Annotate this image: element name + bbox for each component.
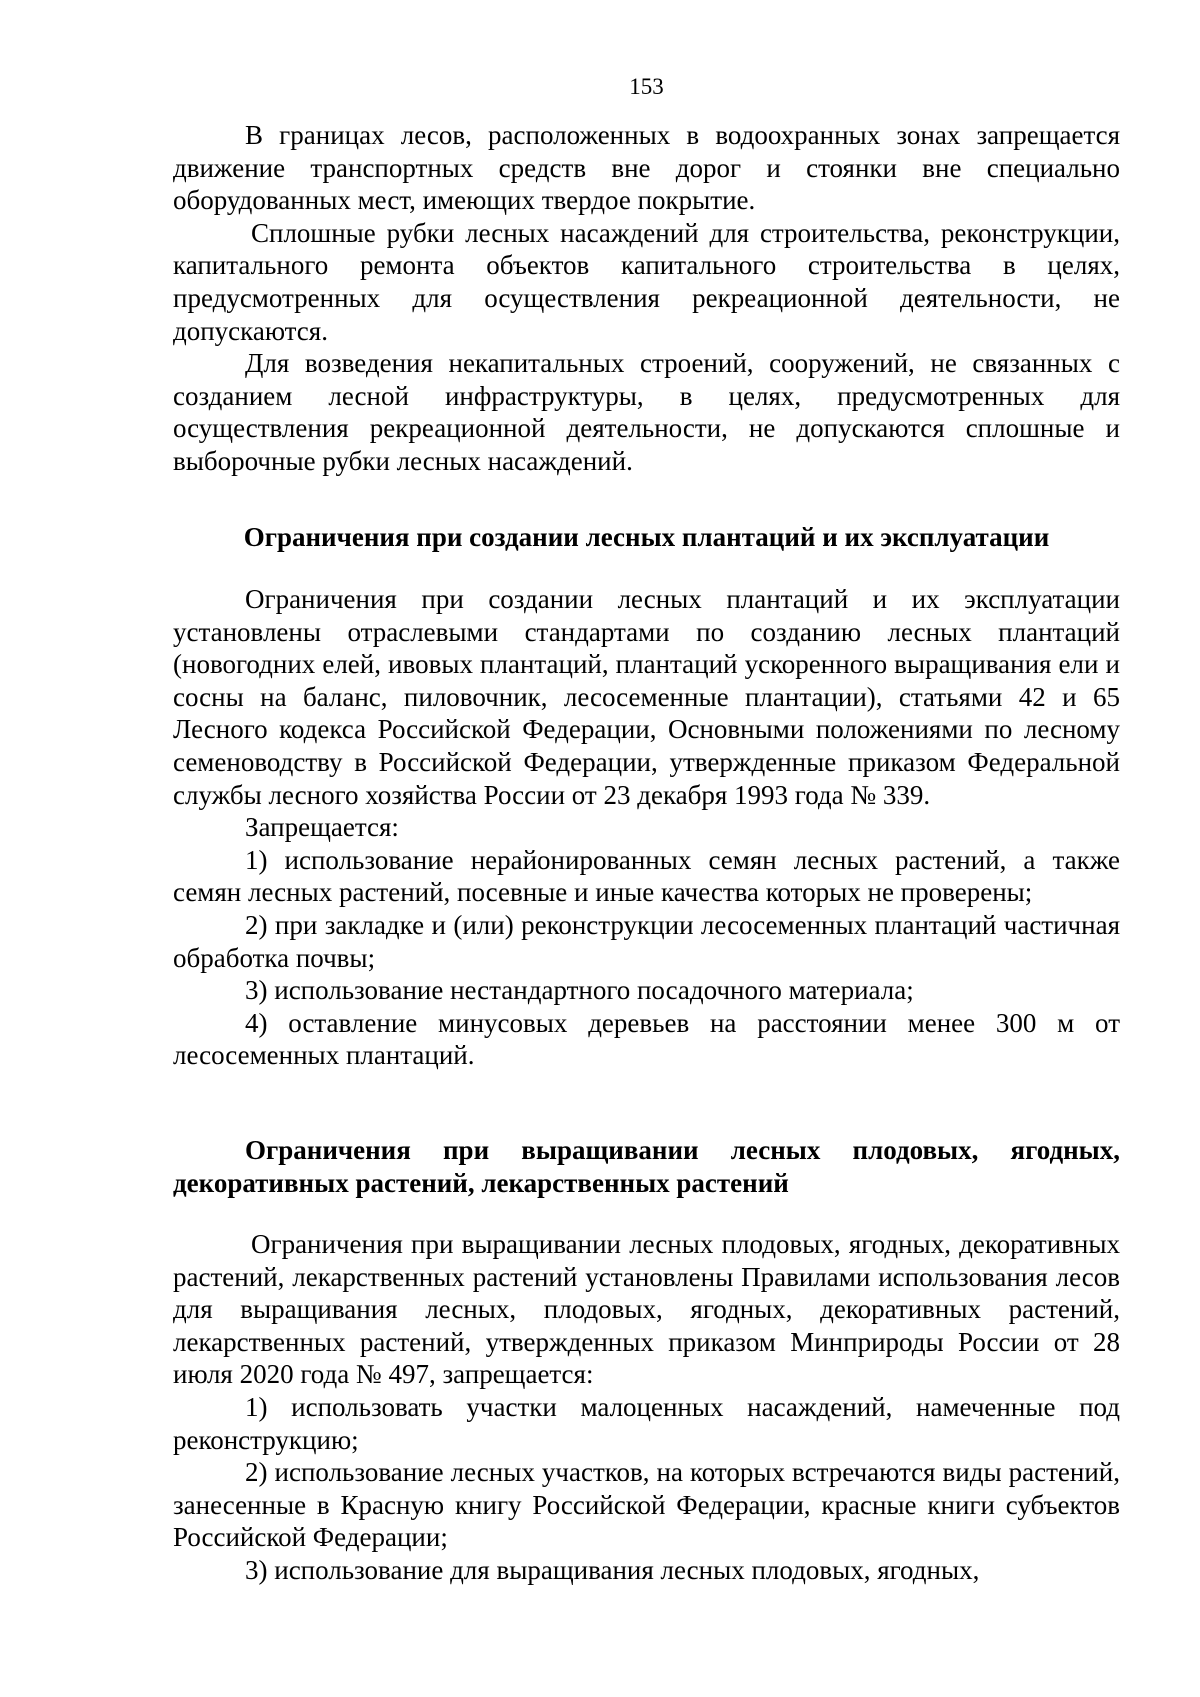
section-plantations-heading-block (173, 521, 1120, 554)
section-heading: Ограничения при выращивании лесных плодовых, ягодных, декоративных растений, лекарственных растений (173, 1135, 1120, 1198)
paragraph: Ограничения при создании лесных плантаций и их эксплуатации установлены отраслевыми стандартами по созданию лесных плантаций (новогодних елей, ивовых плантаций, плантаций ускоренного выращивания ели и сосны на баланс, пиловочник, лесосеменные плантации), статьями 42 и 65 Лесного кодекса Российской Федерации, Основными положениями по лесному семеноводству в Российской Федерации, утвержденные приказом Федеральной службы лесного хозяйства России от 23 декабря 1993 года № 339. (173, 584, 1120, 810)
prohibited-label: Запрещается: (245, 812, 399, 843)
list-item: 3) использование для выращивания лесных плодовых, ягодных, (245, 1554, 980, 1585)
section-plants (173, 1228, 1120, 1587)
paragraph: Ограничения при выращивании лесных плодовых, ягодных, декоративных растений, лекарственных растений установлены Правилами использования лесов для выращивания лесных, плодовых, ягодных, декоративных растений, лекарственных растений, утвержденных приказом Минприроды России от 28 июля 2020 года № 497, запрещается: (173, 1229, 1120, 1390)
list-item: 1) использование нерайонированных семян лесных растений, а также семян лесных растений, посевные и иные качества которых не проверены; (173, 844, 1120, 908)
section-plantations (173, 583, 1120, 1072)
section-recreation (173, 119, 1120, 478)
paragraph: В границах лесов, расположенных в водоохранных зонах запрещается движение транспортных средств вне дорог и стоянки вне специально оборудованных мест, имеющих твердое покрытие. (173, 120, 1120, 216)
list-item: 4) оставление минусовых деревьев на расстоянии менее 300 м от лесосеменных плантаций. (173, 1007, 1120, 1071)
list-item: 1) использовать участки малоценных насаждений, намеченные под реконструкцию; (173, 1391, 1120, 1455)
list-item: 2) использование лесных участков, на которых встречаются виды растений, занесенные в Красную книгу Российской Федерации, красные книги субъектов Российской Федерации; (173, 1457, 1120, 1553)
paragraph: Для возведения некапитальных строений, сооружений, не связанных с созданием лесной инфраструктуры, в целях, предусмотренных для осуществления рекреационной деятельности, не допускаются сплошные и выборочные рубки лесных насаждений. (173, 348, 1120, 476)
list-item: 2) при закладке и (или) реконструкции лесосеменных плантаций частичная обработка почвы; (173, 909, 1120, 973)
page-number: 153 (629, 74, 664, 99)
section-plants-heading-block (173, 1134, 1120, 1199)
paragraph: Сплошные рубки лесных насаждений для строительства, реконструкции, капитального ремонта объектов капитального строительства в целях, предусмотренных для осуществления рекреационной деятельности, не допускаются. (173, 217, 1120, 346)
section-heading: Ограничения при создании лесных плантаций и их эксплуатации (243, 522, 1050, 552)
list-item: 3) использование нестандартного посадочного материала; (245, 975, 914, 1006)
